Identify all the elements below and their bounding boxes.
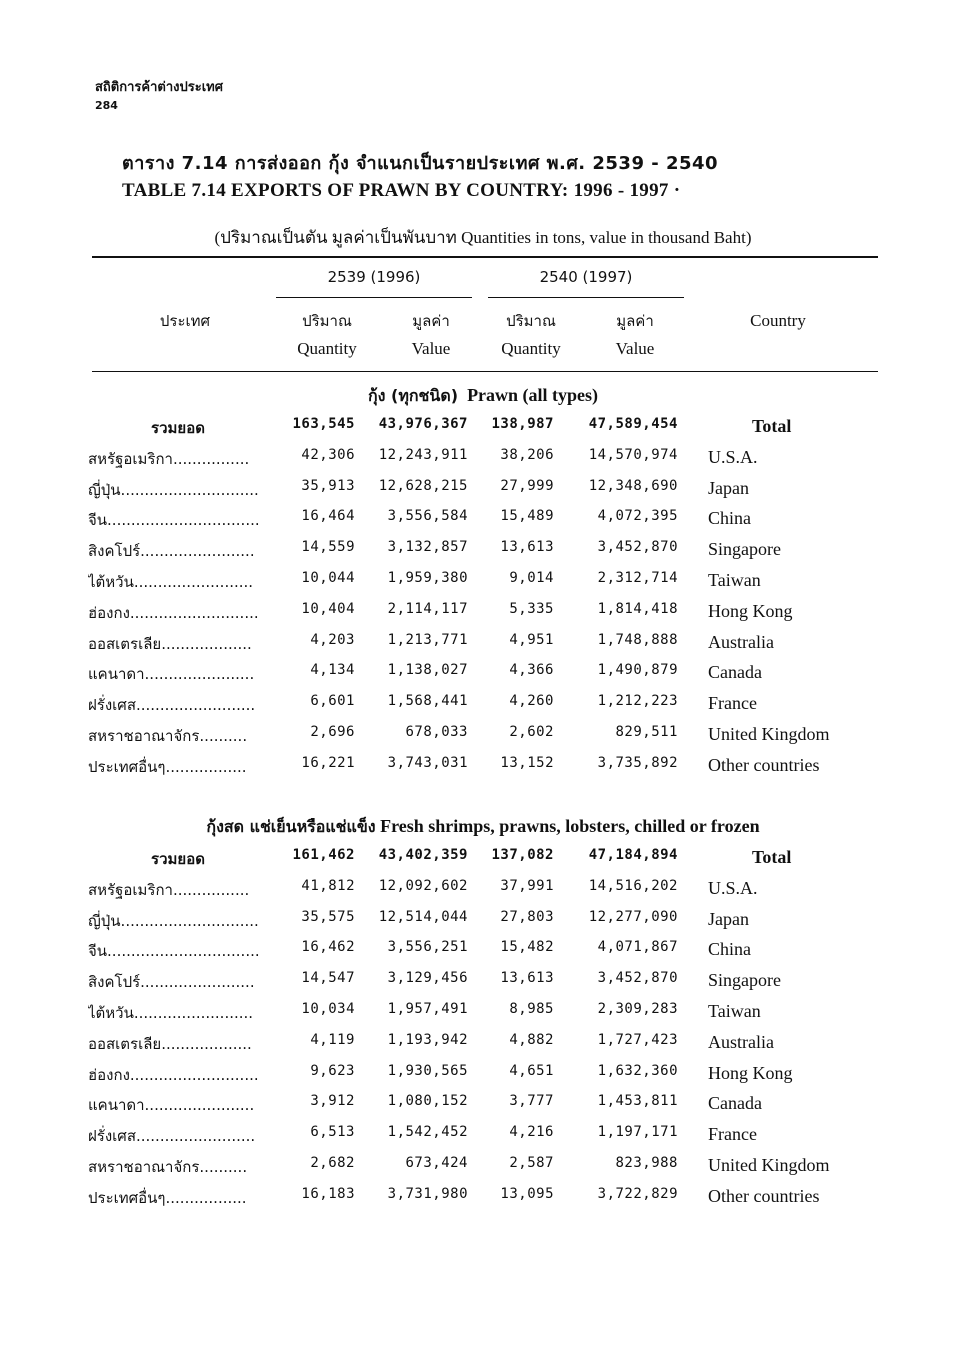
quantity-1997-cell: 38,206 [500, 446, 554, 463]
value-1997-cell: 1,748,888 [597, 631, 678, 648]
table-top-rule [92, 256, 878, 258]
quantity-1996-cell: 10,404 [301, 600, 355, 617]
table-row [0, 1059, 966, 1090]
country-english-cell: United Kingdom [708, 1155, 830, 1175]
quantity-1996-cell: 14,547 [301, 970, 355, 987]
table-row [0, 751, 966, 782]
quantity-1997-cell: 13,095 [500, 1185, 554, 1202]
quantity-1996-cell: 42,306 [301, 446, 355, 463]
value-1996-cell: 12,628,215 [378, 477, 468, 494]
country-english-cell: Taiwan [708, 1001, 761, 1021]
country-english-cell: U.S.A. [708, 877, 758, 898]
value-1997-cell: 14,516,202 [588, 877, 678, 894]
quantity-1996-cell: 163,545 [292, 416, 355, 432]
quantity-1997-cell: 15,482 [500, 939, 554, 956]
val-en-label: Value [615, 339, 655, 358]
val-en-label: Value [411, 339, 451, 358]
value-1996-cell: 3,556,251 [387, 939, 468, 956]
country-english-cell: Japan [708, 477, 749, 498]
value-1997-cell: 2,312,714 [597, 570, 678, 586]
section-fresh-shrimps-rows [0, 843, 966, 1215]
value-1996-cell: 1,957,491 [387, 1001, 468, 1017]
country-th-label: ประเทศ [159, 312, 211, 330]
value-1996-cell: 12,092,602 [378, 877, 468, 894]
quantity-1997-cell: 4,651 [509, 1062, 554, 1079]
value-1997-cell: 12,277,090 [588, 908, 678, 925]
country-thai-cell: ประเทศอื่นๆ................. [88, 1188, 247, 1207]
quantity-1997-cell: 13,613 [500, 970, 554, 987]
qty-th-label: ปริมาณ [506, 312, 556, 330]
quantity-1997-cell: 8,985 [509, 1001, 554, 1017]
quantity-1997-cell: 5,335 [509, 600, 554, 617]
quantity-1997-cell: 4,260 [509, 693, 554, 710]
country-english-cell: Canada [708, 662, 762, 683]
country-english-cell: China [708, 939, 751, 960]
country-english-cell: Hong Kong [708, 1062, 793, 1083]
quantity-1997-cell: 137,082 [491, 847, 554, 863]
quantity-1996-cell: 6,513 [310, 1124, 355, 1141]
table-row [0, 720, 966, 751]
units-note: (ปริมาณเป็นตัน มูลค่าเป็นพันบาท Quantities in tons, value in thousand Baht) [214, 228, 752, 247]
quantity-1997-cell: 4,882 [509, 1031, 554, 1048]
qty-en-label: Quantity [501, 339, 561, 358]
section-title-thai: กุ้ง (ทุกชนิด) [367, 386, 459, 405]
table-row [0, 966, 966, 997]
value-1997-cell: 47,184,894 [588, 847, 678, 863]
quantity-1996-cell: 3,912 [310, 1093, 355, 1110]
value-1997-cell: 1,632,360 [597, 1062, 678, 1079]
country-thai-cell: รวมยอด [151, 850, 205, 868]
value-1996-cell: 43,402,359 [378, 847, 468, 863]
country-english-cell: Hong Kong [708, 600, 793, 621]
val-th-label: มูลค่า [616, 312, 654, 330]
value-1996-cell: 12,243,911 [378, 446, 468, 463]
table-row [0, 997, 966, 1028]
quantity-1996-cell: 16,462 [301, 939, 355, 956]
value-1996-cell: 43,976,367 [378, 416, 468, 432]
country-thai-cell: แคนาดา....................... [88, 665, 255, 684]
country-thai-cell: สหราชอาณาจักร.......... [88, 1158, 248, 1176]
table-row [0, 566, 966, 597]
quantity-1997-cell: 138,987 [491, 416, 554, 432]
quantity-1997-cell: 4,216 [509, 1124, 554, 1141]
table-row [0, 1089, 966, 1120]
quantity-1997-cell: 13,152 [500, 754, 554, 771]
country-thai-cell: ออสเตรเลีย................... [88, 1034, 252, 1053]
country-thai-cell: สิงคโปร์........................ [88, 973, 255, 992]
value-1996-cell: 673,424 [405, 1155, 468, 1171]
table-title-thai: ตาราง 7.14 การส่งออก กุ้ง จำแนกเป็นรายประเทศ พ.ศ. 2539 - 2540 [122, 153, 719, 174]
quantity-1996-cell: 2,696 [310, 724, 355, 740]
country-thai-cell: ไต้หวัน......................... [88, 1004, 254, 1022]
book-title: สถิติการค้าต่างประเทศ [95, 80, 223, 95]
value-1997-cell: 1,490,879 [597, 662, 678, 679]
value-1996-cell: 3,743,031 [387, 754, 468, 771]
value-1996-cell: 3,731,980 [387, 1185, 468, 1202]
value-1997-cell: 14,570,974 [588, 446, 678, 463]
value-1997-cell: 1,814,418 [597, 600, 678, 617]
country-thai-cell: ญี่ปุ่น............................. [88, 911, 259, 930]
country-thai-cell: ออสเตรเลีย................... [88, 634, 252, 653]
quantity-1997-cell: 4,951 [509, 631, 554, 648]
quantity-1996-cell: 16,221 [301, 754, 355, 771]
quantity-1996-cell: 2,682 [310, 1155, 355, 1171]
value-1997-cell: 1,212,223 [597, 693, 678, 710]
quantity-1996-cell: 10,044 [301, 570, 355, 586]
country-english-cell: Other countries [708, 754, 820, 775]
country-thai-cell: ญี่ปุ่น............................. [88, 480, 259, 499]
quantity-1997-cell: 15,489 [500, 508, 554, 525]
year-underline-1997 [488, 297, 684, 298]
quantity-1997-cell: 13,613 [500, 539, 554, 556]
table-row [0, 535, 966, 566]
quantity-1996-cell: 16,183 [301, 1185, 355, 1202]
value-1996-cell: 678,033 [405, 724, 468, 740]
country-thai-cell: แคนาดา....................... [88, 1096, 255, 1115]
value-1997-cell: 3,735,892 [597, 754, 678, 771]
table-row [0, 935, 966, 966]
table-row [0, 504, 966, 535]
country-thai-cell: สิงคโปร์........................ [88, 542, 255, 561]
table-row [0, 443, 966, 474]
country-thai-cell: สหรัฐอเมริกา................ [88, 449, 250, 468]
table-row [0, 874, 966, 905]
table-row [0, 597, 966, 628]
quantity-1996-cell: 41,812 [301, 877, 355, 894]
country-thai-cell: จีน................................ [88, 511, 260, 530]
country-english-cell: China [708, 508, 751, 529]
value-1996-cell: 1,959,380 [387, 570, 468, 586]
year-header-1997: 2540 (1997) [539, 268, 633, 286]
quantity-1997-cell: 9,014 [509, 570, 554, 586]
country-thai-cell: ประเทศอื่นๆ................. [88, 757, 247, 776]
country-thai-cell: ฮ่องกง........................... [88, 1065, 259, 1084]
country-en-label: Country [750, 311, 806, 330]
country-thai-cell: ฝรั่งเศส......................... [88, 696, 256, 715]
qty-th-label: ปริมาณ [302, 312, 352, 330]
value-1996-cell: 1,930,565 [387, 1062, 468, 1079]
table-row [0, 1120, 966, 1151]
country-english-cell: Canada [708, 1093, 762, 1114]
page-number: 284 [95, 99, 118, 112]
value-1996-cell: 12,514,044 [378, 908, 468, 925]
country-thai-cell: จีน................................ [88, 942, 260, 961]
table-row [0, 1151, 966, 1182]
column-header-qty-1996 [282, 307, 372, 363]
value-1996-cell: 3,129,456 [387, 970, 468, 987]
section-title-prawn-all [0, 384, 966, 409]
country-thai-cell: ฝรั่งเศส......................... [88, 1127, 256, 1146]
quantity-1996-cell: 9,623 [310, 1062, 355, 1079]
country-english-cell: Japan [708, 908, 749, 929]
value-1996-cell: 1,080,152 [387, 1093, 468, 1110]
section-title-english: Prawn (all types) [467, 385, 599, 405]
table-title-english: TABLE 7.14 EXPORTS OF PRAWN BY COUNTRY: 1996 - 1997 · [122, 180, 681, 201]
country-english-cell: Total [752, 847, 792, 867]
value-1997-cell: 823,988 [615, 1155, 678, 1171]
country-english-cell: Singapore [708, 970, 781, 991]
header-bottom-rule [92, 371, 878, 372]
quantity-1997-cell: 27,803 [500, 908, 554, 925]
table-row [0, 474, 966, 505]
country-english-cell: Other countries [708, 1185, 820, 1206]
value-1996-cell: 3,556,584 [387, 508, 468, 525]
quantity-1997-cell: 37,991 [500, 877, 554, 894]
quantity-1997-cell: 2,602 [509, 724, 554, 740]
value-1997-cell: 3,452,870 [597, 539, 678, 556]
value-1997-cell: 4,071,867 [597, 939, 678, 956]
table-row [0, 905, 966, 936]
val-th-label: มูลค่า [412, 312, 450, 330]
quantity-1996-cell: 4,134 [310, 662, 355, 679]
country-english-cell: Taiwan [708, 570, 761, 590]
quantity-1996-cell: 35,913 [301, 477, 355, 494]
country-thai-cell: รวมยอด [151, 419, 205, 437]
country-thai-cell: ไต้หวัน......................... [88, 573, 254, 591]
quantity-1996-cell: 35,575 [301, 908, 355, 925]
year-header-1996: 2539 (1996) [327, 268, 421, 286]
country-english-cell: France [708, 1124, 757, 1145]
section-prawn-all-rows [0, 412, 966, 784]
section-title-thai: กุ้งสด แช่เย็นหรือแช่แข็ง [206, 817, 376, 836]
country-thai-cell: สหราชอาณาจักร.......... [88, 727, 248, 745]
value-1997-cell: 3,452,870 [597, 970, 678, 987]
column-header-qty-1997 [486, 307, 576, 363]
country-english-cell: Australia [708, 631, 774, 652]
country-english-cell: Australia [708, 1031, 774, 1052]
total-row [0, 843, 966, 874]
country-thai-cell: สหรัฐอเมริกา................ [88, 880, 250, 899]
quantity-1996-cell: 10,034 [301, 1001, 355, 1017]
year-underline-1996 [276, 297, 472, 298]
value-1997-cell: 1,453,811 [597, 1093, 678, 1110]
country-english-cell: Total [752, 416, 792, 436]
table-row [0, 628, 966, 659]
value-1997-cell: 3,722,829 [597, 1185, 678, 1202]
value-1996-cell: 1,138,027 [387, 662, 468, 679]
column-header-value-1997 [590, 307, 680, 363]
value-1996-cell: 1,568,441 [387, 693, 468, 710]
table-row [0, 1182, 966, 1213]
value-1996-cell: 1,213,771 [387, 631, 468, 648]
quantity-1996-cell: 4,203 [310, 631, 355, 648]
value-1997-cell: 12,348,690 [588, 477, 678, 494]
table-row [0, 658, 966, 689]
quantity-1996-cell: 6,601 [310, 693, 355, 710]
value-1996-cell: 2,114,117 [387, 600, 468, 617]
section-title-fresh-shrimps [0, 815, 966, 840]
section-title-english: Fresh shrimps, prawns, lobsters, chilled or frozen [380, 816, 760, 836]
value-1997-cell: 829,511 [615, 724, 678, 740]
country-english-cell: Singapore [708, 539, 781, 560]
country-english-cell: France [708, 693, 757, 714]
total-row [0, 412, 966, 443]
quantity-1996-cell: 4,119 [310, 1031, 355, 1048]
value-1996-cell: 1,542,452 [387, 1124, 468, 1141]
quantity-1997-cell: 2,587 [509, 1155, 554, 1171]
value-1996-cell: 3,132,857 [387, 539, 468, 556]
quantity-1996-cell: 16,464 [301, 508, 355, 525]
column-header-country-thai [100, 307, 270, 335]
country-english-cell: United Kingdom [708, 724, 830, 744]
country-thai-cell: ฮ่องกง........................... [88, 603, 259, 622]
quantity-1997-cell: 3,777 [509, 1093, 554, 1110]
value-1997-cell: 1,727,423 [597, 1031, 678, 1048]
qty-en-label: Quantity [297, 339, 357, 358]
column-header-country-english [716, 307, 840, 335]
value-1997-cell: 2,309,283 [597, 1001, 678, 1017]
quantity-1996-cell: 161,462 [292, 847, 355, 863]
quantity-1997-cell: 4,366 [509, 662, 554, 679]
column-header-value-1996 [386, 307, 476, 363]
table-row [0, 689, 966, 720]
table-row [0, 1028, 966, 1059]
value-1997-cell: 1,197,171 [597, 1124, 678, 1141]
quantity-1997-cell: 27,999 [500, 477, 554, 494]
value-1997-cell: 47,589,454 [588, 416, 678, 432]
value-1997-cell: 4,072,395 [597, 508, 678, 525]
quantity-1996-cell: 14,559 [301, 539, 355, 556]
value-1996-cell: 1,193,942 [387, 1031, 468, 1048]
country-english-cell: U.S.A. [708, 446, 758, 467]
